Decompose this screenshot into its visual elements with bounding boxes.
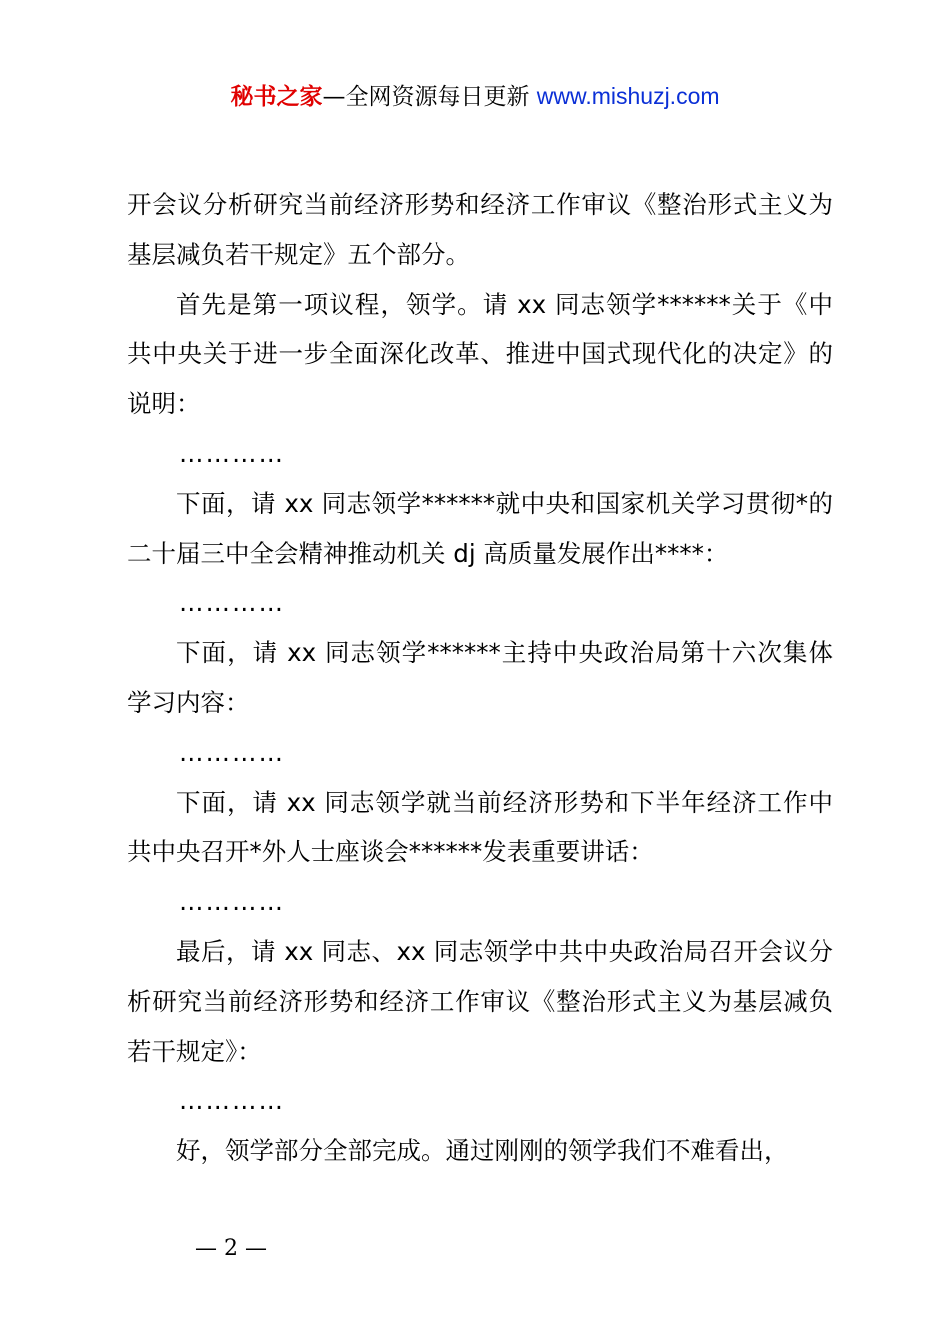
ellipsis-separator: ………… [179, 887, 285, 917]
paragraph-closing: 好，领学部分全部完成。通过刚刚的领学我们不难看出， [176, 1136, 789, 1166]
paragraph-continued: 开会议分析研究当前经济形势和经济工作审议《整治形式主义为基层减负若干规定》五个部分。 [127, 190, 833, 269]
page-number: — 2 — [195, 1236, 267, 1261]
paragraph-agenda-item-2: 下面，请 xx 同志领学******就中央和国家机关学习贯彻*的二十届三中全会精神推动机关 dj 高质量发展作出****： [127, 488, 833, 568]
document-body [127, 180, 833, 1176]
paragraph-agenda-item-3: 下面，请 xx 同志领学******主持中央政治局第十六次集体学习内容： [127, 638, 833, 717]
paragraph-agenda-item-4: 下面，请 xx 同志领学就当前经济形势和下半年经济工作中共中央召开*外人士座谈会******发表重要讲话： [127, 787, 833, 867]
site-url-link[interactable]: www.mishuzj.com [536, 83, 720, 109]
ellipsis-separator: ………… [179, 438, 285, 468]
paragraph-agenda-item-5: 最后，请 xx 同志、xx 同志领学中共中央政治局召开会议分析研究当前经济形势和经济工作审议《整治形式主义为基层减负若干规定》： [127, 936, 833, 1066]
header-tagline: —全网资源每日更新 [322, 84, 530, 110]
ellipsis-separator: ………… [179, 737, 285, 767]
ellipsis-separator: ………… [179, 1086, 285, 1116]
brand-name: 秘书之家 [230, 84, 323, 110]
ellipsis-separator: ………… [179, 588, 285, 618]
site-header [0, 78, 950, 115]
paragraph-agenda-item-1: 首先是第一项议程，领学。请 xx 同志领学******关于《中共中央关于进一步全面深化改革、推进中国式现代化的决定》的说明： [127, 289, 833, 419]
